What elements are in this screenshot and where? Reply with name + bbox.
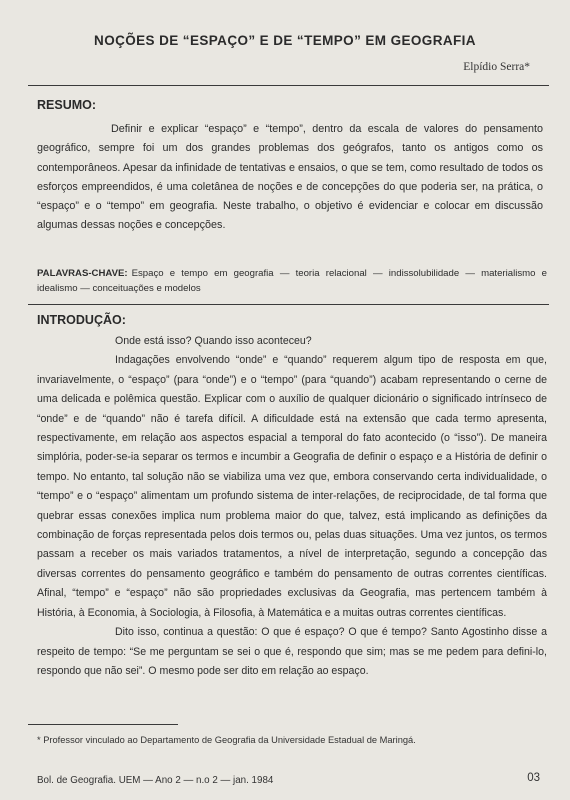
introducao-paragraph-1: Onde está isso? Quando isso aconteceu? — [115, 335, 312, 347]
author-name: Elpídio Serra* — [463, 61, 530, 73]
footnote-divider — [28, 724, 178, 725]
resumo-paragraph: Definir e explicar “espaço” e “tempo”, dentro da escala de valores do pensamento geográfico, sempre foi um dos grandes problemas dos geógrafos, tanto os antigos como os contemporâneos. Apesar da infinidade de tentativas e ensaios, o que se tem, como resultado de todos os esforços empreendidos, é uma coletânea de noções e de concepções do que poderia ser, na prática, o “espaço” e o “tempo” em geografia. Neste trabalho, o objetivo é evidenciar e colocar em discussão algumas dessas noções e concepções. — [37, 123, 543, 232]
divider-top — [28, 85, 549, 86]
introducao-paragraph-2: Indagações envolvendo “onde” e “quando” requerem algum tipo de resposta em que, invariavelmente, o “espaço” (para “onde”) e o “tempo” (para “quando”) acabam representando o cerne de uma delicada e polêmica questão. Explicar com o auxílio de qualquer dicionário o significado intrínseco de “onde” e de “quando” não é tarefa difícil. A dificuldade está na extensão que cada termo apresenta, respectivamente, em relação aos aspectos espacial a temporal do fato acontecido (o “isso”). De maneira simplória, poder-se-ia separar os termos e incumbir a Geografia de definir o espaço e a História de definir o tempo. No entanto, tal solução não se viabiliza uma vez que, embora conservando certa individualidade, o “tempo” e o “espaço” alimentam um profundo sistema de inter-relações, de reciprocidade, de tal forma que quebrar essas conexões implica num problema maior do que, talvez, está implicando as definições da combinação de forças representada pelos dois termos ou, pelas duas situações. Uma vez juntos, os termos passam a receber os mais variados tratamentos, a nível de interpretação, segundo a concepção das diversas correntes do pensamento geográfico e também do pensamento de outras correntes científicas. Afinal, “tempo” e “espaço” não são propriedades exclusivas da Geografia, mas pertencem também à História, à Economia, à Sociologia, à Filosofia, à Matemática e a muitas outras correntes científicas. — [37, 354, 547, 619]
article-title: NOÇÕES DE “ESPAÇO” E DE “TEMPO” EM GEOGRAFIA — [94, 33, 476, 48]
introducao-body — [37, 332, 547, 681]
keywords-block — [37, 266, 547, 296]
introducao-heading: INTRODUÇÃO: — [37, 313, 126, 327]
page-number: 03 — [527, 772, 540, 784]
resumo-body — [37, 120, 543, 236]
footnote: * Professor vinculado ao Departamento de Geografia da Universidade Estadual de Maringá. — [37, 735, 416, 745]
journal-citation: Bol. de Geografia. UEM — Ano 2 — n.o 2 — jan. 1984 — [37, 775, 274, 786]
keywords-label: PALAVRAS-CHAVE: — [37, 268, 128, 279]
divider-middle — [28, 304, 549, 305]
keywords-text: Espaço e tempo em geografia — teoria relacional — indissolubilidade — materialismo e idealismo — conceituações e modelos — [37, 268, 547, 294]
resumo-heading: RESUMO: — [37, 98, 97, 112]
introducao-paragraph-3: Dito isso, continua a questão: O que é espaço? O que é tempo? Santo Agostinho disse a respeito de tempo: “Se me perguntam se sei o que é, respondo que sim; mas se me pedem para defini-lo, respondo que não sei”. O mesmo pode ser dito em relação ao espaço. — [37, 626, 547, 677]
